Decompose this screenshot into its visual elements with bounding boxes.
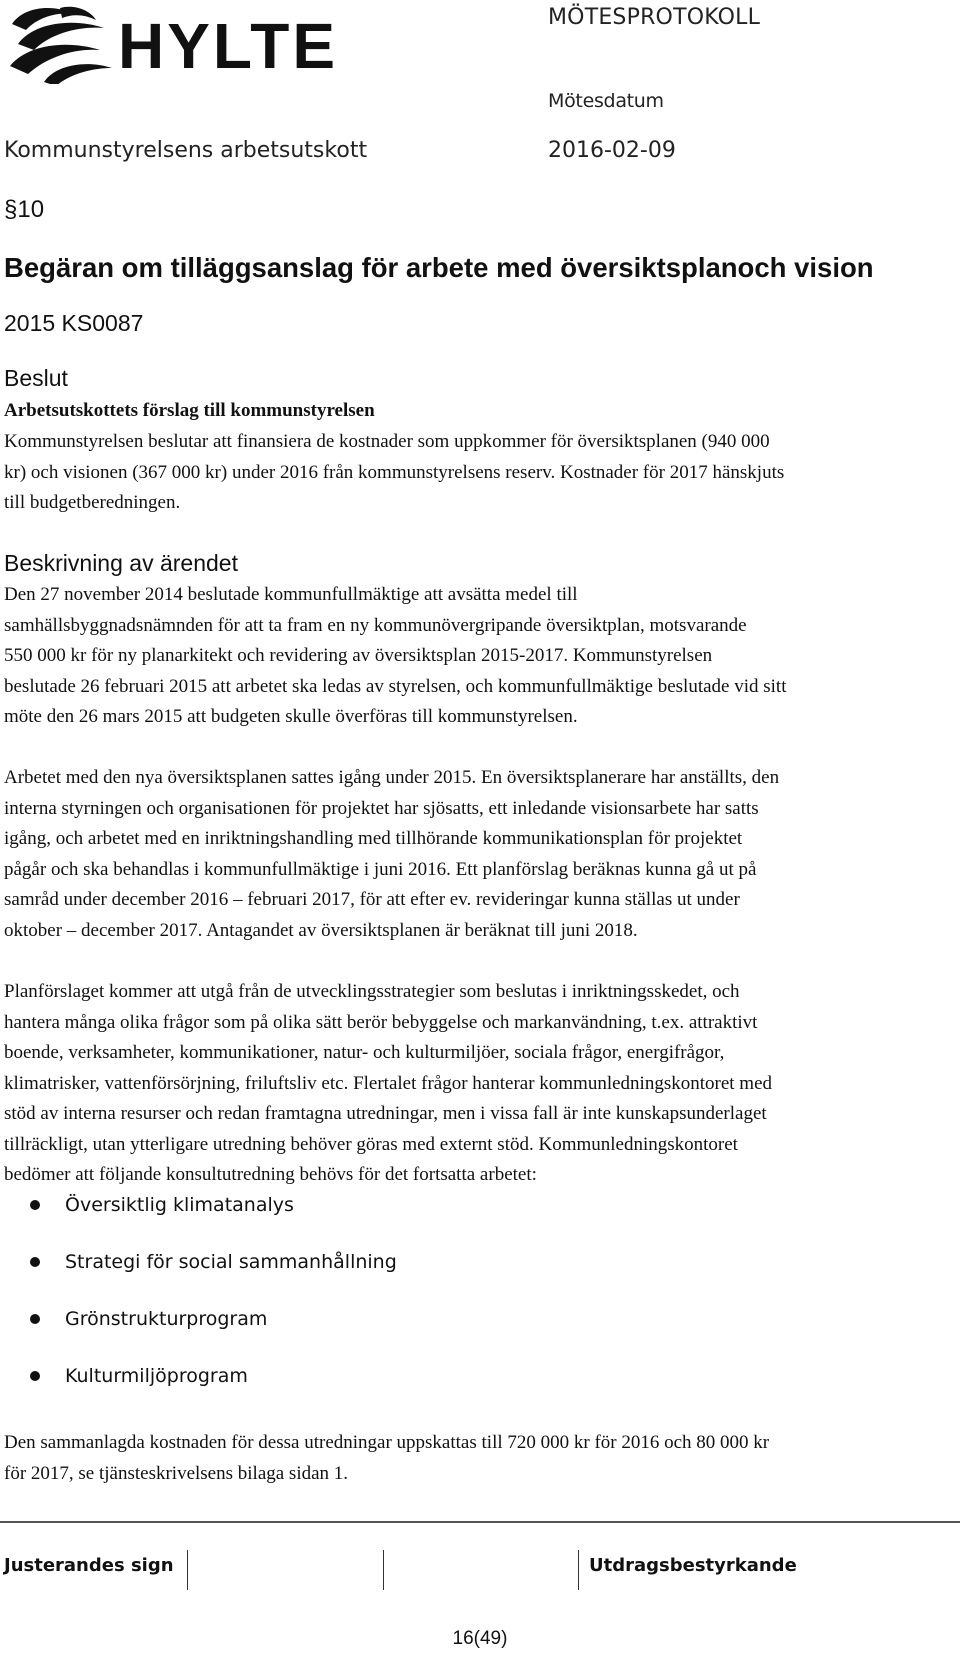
committee-name: Kommunstyrelsens arbetsutskott [4, 138, 368, 163]
list-item-label: Grönstrukturprogram [65, 1308, 268, 1330]
case-number: 2015 KS0087 [4, 310, 144, 336]
description-paragraph-3 [4, 977, 954, 1191]
list-item [30, 1190, 397, 1247]
description-paragraph-4 [4, 1428, 954, 1489]
signature-box-divider [383, 1550, 384, 1590]
bullet-icon [30, 1257, 40, 1267]
text-line: klimatrisker, vattenförsörjning, friluftsliv etc. Flertalet frågor hanterar kommunledningskontoret med [4, 1072, 772, 1094]
text-line: möte den 26 mars 2015 att budgeten skulle överföras till kommunstyrelsen. [4, 706, 578, 727]
meeting-date: 2016-02-09 [548, 138, 676, 163]
extract-certification-label: Utdragsbestyrkande [589, 1555, 797, 1576]
text-line: till budgetberedningen. [4, 492, 181, 513]
text-line: boende, verksamheter, kommunikationer, natur- och kulturmiljöer, sociala frågor, energifrågor, [4, 1042, 725, 1063]
bullet-icon [30, 1371, 40, 1381]
text-line: samråd under december 2016 – februari 2017, för att efter ev. revideringar kunna ställas ut under [4, 889, 740, 910]
footer-divider [0, 1521, 960, 1523]
paragraph-number: §10 [4, 196, 45, 223]
document-type: MÖTESPROTOKOLL [548, 5, 761, 30]
text-line: beslutade 26 februari 2015 att arbetet ska ledas av styrelsen, och kommunfullmäktige beslutade vid sitt [4, 675, 787, 697]
signature-box-divider [578, 1550, 579, 1590]
text-line: Planförslaget kommer att utgå från de utvecklingsstrategier som beslutas i inriktningsskedet, och [4, 981, 740, 1002]
list-item-label: Översiktlig klimatanalys [65, 1194, 294, 1216]
bullet-icon [30, 1200, 40, 1210]
decision-subheading: Arbetsutskottets förslag till kommunstyrelsen [4, 400, 375, 421]
description-paragraph-1 [4, 580, 954, 733]
meeting-date-label: Mötesdatum [548, 90, 664, 112]
list-item [30, 1361, 397, 1418]
text-line: Arbetet med den nya översiktsplanen sattes igång under 2015. En översiktsplanerare har anställts, den [4, 767, 780, 788]
text-line: pågår och ska behandlas i kommunfullmäktige i juni 2016. Ett planförslag beräknas kunna gå ut på [4, 858, 757, 880]
text-line: oktober – december 2017. Antagandet av översiktsplanen är beräknat till juni 2018. [4, 919, 638, 941]
study-list [30, 1190, 397, 1418]
text-line: interna styrningen och organisationen för projektet har sjösatts, ett inledande visionsarbete har satts [4, 797, 759, 819]
text-line: samhällsbyggnadsnämnden för att ta fram en ny kommunövergripande översiktplan, motsvarande [4, 614, 747, 636]
text-line: igång, och arbetet med en inriktningshandling med tillhörande kommunikationsplan för projektet [4, 828, 743, 849]
text-line: Den sammanlagda kostnaden för dessa utredningar uppskattas till 720 000 kr för 2016 och 80 000 kr [4, 1432, 770, 1453]
text-line: kr) och visionen (367 000 kr) under 2016 från kommunstyrelsens reserv. Kostnader för 2017 hänskjuts [4, 461, 785, 483]
text-line: för 2017, se tjänsteskrivelsens bilaga sidan 1. [4, 1462, 349, 1484]
bullet-icon [30, 1314, 40, 1324]
list-item-label: Strategi för social sammanhållning [65, 1251, 397, 1273]
text-line: hantera många olika frågor som på olika sätt berör bebyggelse och markanvändning, t.ex. attraktivt [4, 1011, 758, 1033]
decision-text [4, 427, 954, 519]
signature-box-divider [187, 1550, 188, 1590]
item-title: Begäran om tilläggsanslag för arbete med översiktsplanoch vision [4, 252, 874, 283]
signature-label: Justerandes sign [4, 1555, 174, 1576]
text-line: Kommunstyrelsen beslutar att finansiera de kostnader som uppkommer för översiktsplanen (940 000 [4, 431, 770, 452]
text-line: Den 27 november 2014 beslutade kommunfullmäktige att avsätta medel till [4, 584, 578, 605]
text-line: stöd av interna resurser och redan framtagna utredningar, men i vissa fall är inte kunskapsunderlaget [4, 1103, 767, 1124]
list-item [30, 1304, 397, 1361]
text-line: 550 000 kr för ny planarkitekt och revidering av översiktsplan 2015-2017. Kommunstyrelsen [4, 645, 713, 666]
description-heading: Beskrivning av ärendet [4, 550, 238, 576]
logo-wordmark: HYLTE [118, 10, 339, 82]
decision-heading: Beslut [4, 365, 68, 391]
text-line: bedömer att följande konsultutredning behövs för det fortsatta arbetet: [4, 1164, 537, 1185]
list-item-label: Kulturmiljöprogram [65, 1365, 248, 1387]
list-item [30, 1247, 397, 1304]
description-paragraph-2 [4, 763, 954, 946]
text-line: tillräckligt, utan ytterligare utredning behöver göras med externt stöd. Kommunledningskontoret [4, 1133, 738, 1155]
page-number: 16(49) [452, 1628, 508, 1649]
